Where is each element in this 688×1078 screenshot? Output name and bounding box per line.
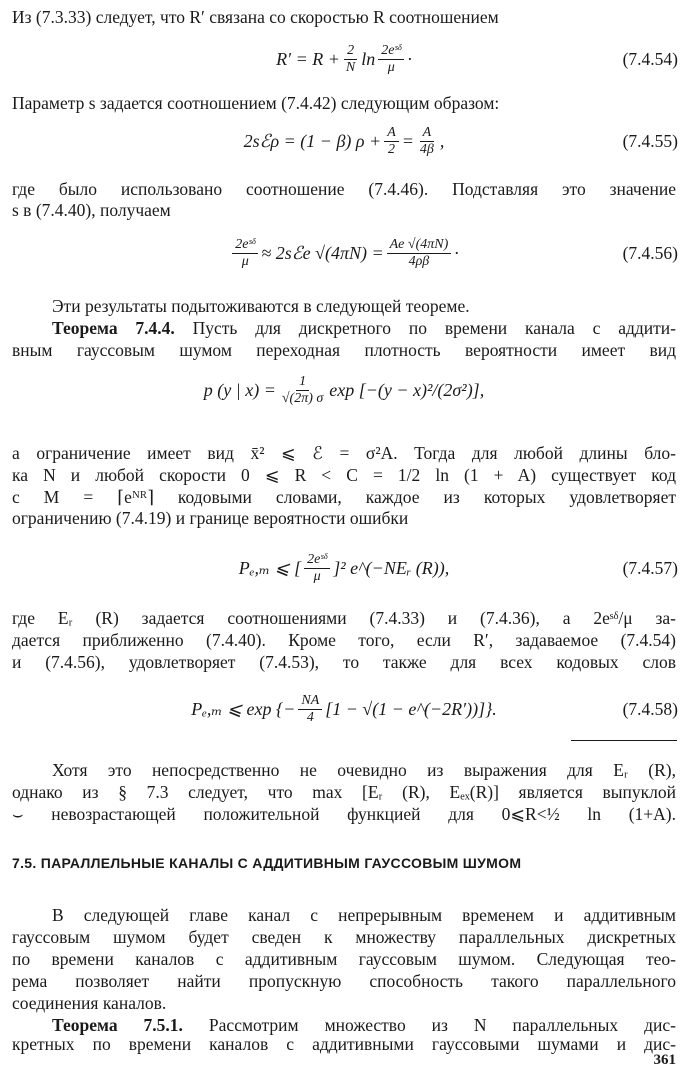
text-line-18: В следующей главе канал с непрерывным временем и аддитивным bbox=[52, 905, 676, 925]
text-line-17: ⌣ невозрастающей положительной функцией для 0⩽R<½ ln (1+A). bbox=[12, 804, 676, 824]
text-line-15: Хотя это непосредственно не очевидно из выражения для Eᵣ (R), bbox=[52, 760, 676, 780]
text-line-14: и (7.4.56), удовлетворяет (7.4.53), то также для всех кодовых слов bbox=[12, 652, 676, 672]
text-line-10: с M = ⌈eᴺᴿ⌉ кодовыми словами, каждое из которых удовлетворяет bbox=[12, 487, 676, 507]
equation-density: p (y | x) = $\frac{1}{√(2\pi) \sigma}$ exp [−(y − x)²/(2σ²)], bbox=[203, 373, 485, 406]
page-number: 361 bbox=[653, 1052, 676, 1068]
text-line-22: соединения каналов. bbox=[12, 993, 167, 1013]
text-line-4: s в (7.4.40), получаем bbox=[12, 200, 171, 220]
equation-number: (7.4.57) bbox=[622, 557, 678, 578]
equation-number: (7.4.58) bbox=[622, 698, 678, 719]
text-line-8: а ограничение имеет вид x̄² ⩽ ℰ = σ²A. Тогда для любой длины бло- bbox=[12, 443, 676, 463]
text-line-1: Из (7.3.33) следует, что R′ связана со скоростью R соотношением bbox=[12, 7, 499, 27]
text-line-2: Параметр s задается соотношением (7.4.42) следующим образом: bbox=[12, 93, 500, 113]
section-heading: 7.5. ПАРАЛЛЕЛЬНЫЕ КАНАЛЫ С АДДИТИВНЫМ ГАУССОВЫМ ШУМОМ bbox=[12, 855, 522, 871]
equation-7-4-54: R′ = R + $\frac{2}{N}$ ln $\frac{\text{2eˢᵟ}}{\mu}$ · (7.4.54) bbox=[0, 36, 688, 82]
text-line-16: однако из § 7.3 следует, что max [Eᵣ (R), Eₑₓ(R)] является выпуклой bbox=[12, 782, 676, 802]
theorem-title: Теорема 7.4.4. bbox=[52, 318, 175, 338]
divider-rule bbox=[571, 740, 677, 741]
text-line-13: дается приближенно (7.4.40). Кроме того, если R′, задаваемое (7.4.54) bbox=[12, 630, 676, 650]
theorem-7-4-4-line: Теорема 7.4.4. Пусть для дискретного по времени канала с аддити- bbox=[52, 318, 676, 338]
text-line-11: ограничению (7.4.19) и границе вероятности ошибки bbox=[12, 508, 409, 528]
text-line-5: Эти результаты подытоживаются в следующей теореме. bbox=[52, 296, 470, 316]
equation-number: (7.4.56) bbox=[622, 242, 678, 263]
theorem-title: Теорема 7.5.1. bbox=[52, 1015, 183, 1035]
text-line-21: рема позволяет найти пропускную способность такого параллельного bbox=[12, 971, 676, 991]
text-line-19: гауссовым шумом будет сведен к множеству параллельных дискретных bbox=[12, 927, 676, 947]
equation-7-4-56: $\frac{\text{2eˢᵟ}}{\mu}$ ≈ 2sℰe √(4πN) = $\frac{Ae √(4\pi N)}{4\rho\beta}$ · (7.4.56) bbox=[0, 228, 688, 278]
equation-number: (7.4.55) bbox=[622, 130, 678, 151]
text-line-24: кретных по времени каналов с аддитивными гауссовыми шумами и дис- bbox=[12, 1034, 676, 1054]
equation-number: (7.4.54) bbox=[622, 48, 678, 69]
equation-7-4-58: Pₑ,ₘ ⩽ exp {− $\frac{NA}{4}$ [1 − √(1 − e^(−2R′))]}. (7.4.58) bbox=[0, 686, 688, 732]
text-line-12: где Eᵣ (R) задается соотношениями (7.4.33) и (7.4.36), а 2eˢᵟ/μ за- bbox=[12, 608, 676, 628]
text-line-3: где было использовано соотношение (7.4.46). Подставляя это значение bbox=[12, 179, 676, 199]
equation-7-4-57: Pₑ,ₘ ⩽ [ $\frac{\text{2eˢᵟ}}{\mu}$ ]² e^(−NEᵣ (R)), (7.4.57) bbox=[0, 544, 688, 592]
equation-7-4-55: 2sℰρ = (1 − β) ρ + $\frac{A}{2}$ = $\frac{A}{4\beta}$ , (7.4.55) bbox=[0, 118, 688, 164]
theorem-7-5-1-line: Теорема 7.5.1. Рассмотрим множество из N параллельных дис- bbox=[52, 1015, 677, 1035]
text-line-9: ка N и любой скорости 0 ⩽ R < C = 1/2 ln (1 + A) существует код bbox=[12, 465, 676, 485]
text-line-20: по времени каналов с аддитивным гауссовым шумом. Следующая тео- bbox=[12, 949, 676, 969]
text-line-7: вным гауссовым шумом переходная плотность вероятности имеет вид bbox=[12, 340, 676, 360]
